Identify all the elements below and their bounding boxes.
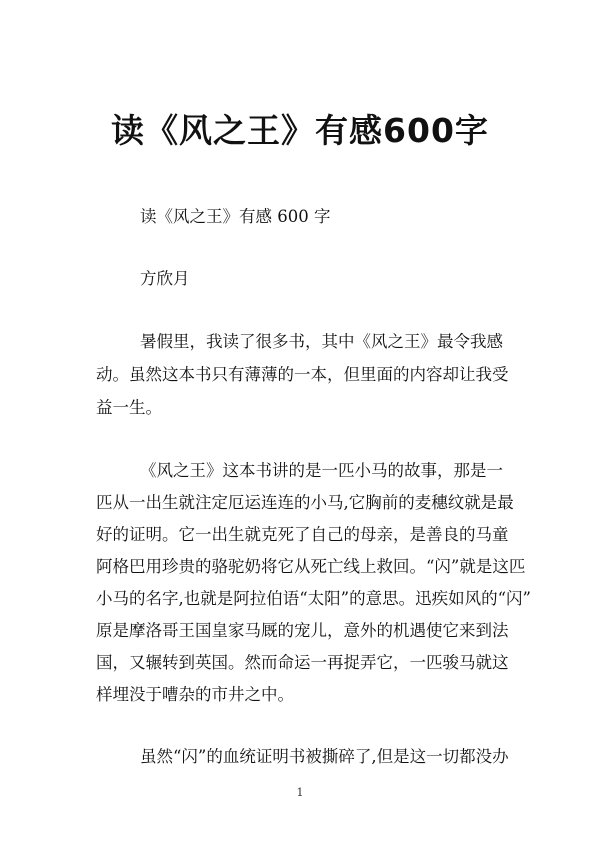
subtitle: 读《风之王》有感 600 字	[140, 207, 331, 226]
paragraph-2-line-4: 阿格巴用珍贵的骆驼奶将它从死亡线上救回。“闪”就是这匹	[96, 557, 526, 576]
paragraph-2-line-6: 原是摩洛哥王国皇家马厩的宠儿，意外的机遇使它来到法	[96, 621, 509, 640]
paragraph-2-line-2: 匹从一出生就注定厄运连连的小马,它胸前的麦穗纹就是最	[96, 493, 514, 512]
paragraph-1-line-3: 益一生。	[96, 398, 162, 417]
paragraph-2-line-1: 《风之王》这本书讲的是一匹小马的故事，那是一	[140, 461, 503, 480]
paragraph-2-line-7: 国，又辗转到英国。然而命运一再捉弄它，一匹骏马就这	[96, 653, 509, 672]
paragraph-2-line-5: 小马的名字,也就是阿拉伯语“太阳”的意思。迅疾如风的“闪”	[96, 589, 531, 608]
author: 方欣月	[140, 269, 190, 288]
paragraph-2-line-3: 好的证明。它一出生就克死了自己的母亲，是善良的马童	[96, 525, 509, 544]
paragraph-3-line-1: 虽然“闪”的血统证明书被撕碎了,但是这一切都没办	[140, 747, 509, 766]
paragraph-1-line-2: 动。虽然这本书只有薄薄的一本，但里面的内容却让我受	[96, 365, 509, 384]
document-title: 读《风之王》有感600字	[111, 111, 489, 150]
paragraph-1-line-1: 暑假里，我读了很多书，其中《风之王》最令我感	[140, 332, 503, 351]
paragraph-2-line-8: 样埋没于嘈杂的市井之中。	[96, 685, 294, 704]
page-number: 1	[296, 786, 304, 799]
